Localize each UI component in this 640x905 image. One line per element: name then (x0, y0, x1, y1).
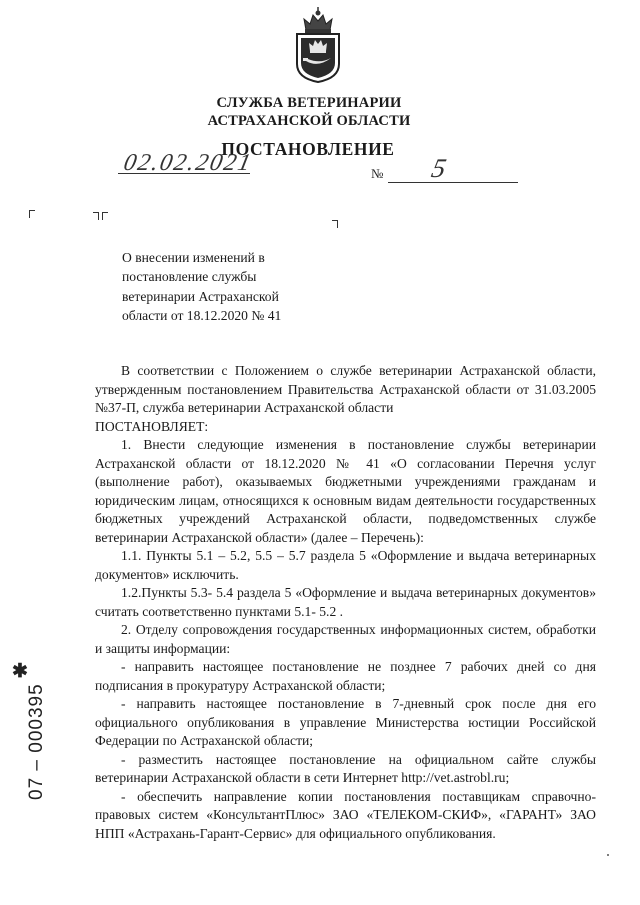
body-paragraph: 1.2.Пункты 5.3- 5.4 раздела 5 «Оформление и выдача ветеринарных документов» считать соответственно пунктами 5.1- 5.2 . (95, 585, 596, 619)
body-paragraph: - обеспечить направление копии постановления поставщикам справочно-правовых систем «КонсультантПлюс» ЗАО «ТЕЛЕКОМ-СКИФ», «ГАРАНТ» ЗАО НПП «Астрахань-Гарант-Сервис» для официального опубликования. (95, 788, 596, 841)
corner-mark (29, 210, 35, 218)
corner-mark (332, 220, 338, 228)
date-underline (118, 173, 250, 174)
subject-line: области от 18.12.2020 № 41 (122, 308, 282, 324)
body-paragraph: - направить настоящее постановление в 7-дневный срок после дня его официального опубликования в управление Министерства юстиции Российской Федерации по Астраханской области; (95, 696, 596, 748)
number-label: № (371, 166, 384, 181)
corner-mark (102, 212, 108, 220)
registration-star-icon: ✱ (12, 661, 28, 682)
body-paragraph: В соответствии с Положением о службе ветеринарии Астраханской области, утвержденным постановлением Правительства Астраханской области от 31.03.2005 №37-П, служба ветеринарии Астраханской области (95, 363, 596, 415)
body-paragraph: - разместить настоящее постановление на официальном сайте службы ветеринарии Астраханской области в сети Интернет http://vet.astrobl.ru; (95, 751, 596, 785)
subject-line: постановление службы (122, 269, 257, 285)
number-underline (388, 182, 518, 183)
body-paragraph: 1.1. Пункты 5.1 – 5.2, 5.5 – 5.7 раздела 5 «Оформление и выдача ветеринарных документов» исключить. (95, 548, 596, 582)
document-type-title: ПОСТАНОВЛЕНИЕ (221, 139, 395, 159)
body-paragraph: 1. Внести следующие изменения в постановление службы ветеринарии Астраханской области от 18.12.2020 № 41 «О согласовании Перечня услуг (выполнение работ), оказываемых бюджетными учреждениями гражданам и юридическим лицам, относящихся к основным видам деятельности государственных бюджетных учреждений Астраханской области, подведомственных службе ветеринарии Астраханской области» (далее – Перечень): (95, 437, 596, 545)
corner-mark (93, 212, 99, 220)
subject-line: О внесении изменений в (122, 250, 265, 265)
registration-number: 07 – 000395 (26, 683, 47, 800)
body-paragraph: - направить настоящее постановление не позднее 7 рабочих дней со дня подписания в прокуратуру Астраханской области; (95, 659, 596, 693)
scan-speck (607, 854, 609, 856)
subject-line: ветеринарии Астраханской (122, 288, 279, 304)
handwritten-date: 02.02.2021 (121, 150, 255, 176)
handwritten-number: 5 (428, 153, 449, 183)
org-line-1: СЛУЖБА ВЕТЕРИНАРИИ (216, 95, 402, 111)
organization-name (200, 94, 418, 130)
registration-stamp (4, 660, 47, 850)
astrakhan-coat-of-arms-icon (289, 6, 347, 84)
document-body (95, 362, 596, 843)
decree-keyword: ПОСТАНОВЛЯЕТ: (95, 418, 209, 434)
body-paragraph: 2. Отделу сопровождения государственных информационных систем, обработки и защиты информации: (95, 622, 596, 656)
document-subject (122, 248, 322, 326)
org-line-2: АСТРАХАНСКОЙ ОБЛАСТИ (207, 113, 411, 129)
